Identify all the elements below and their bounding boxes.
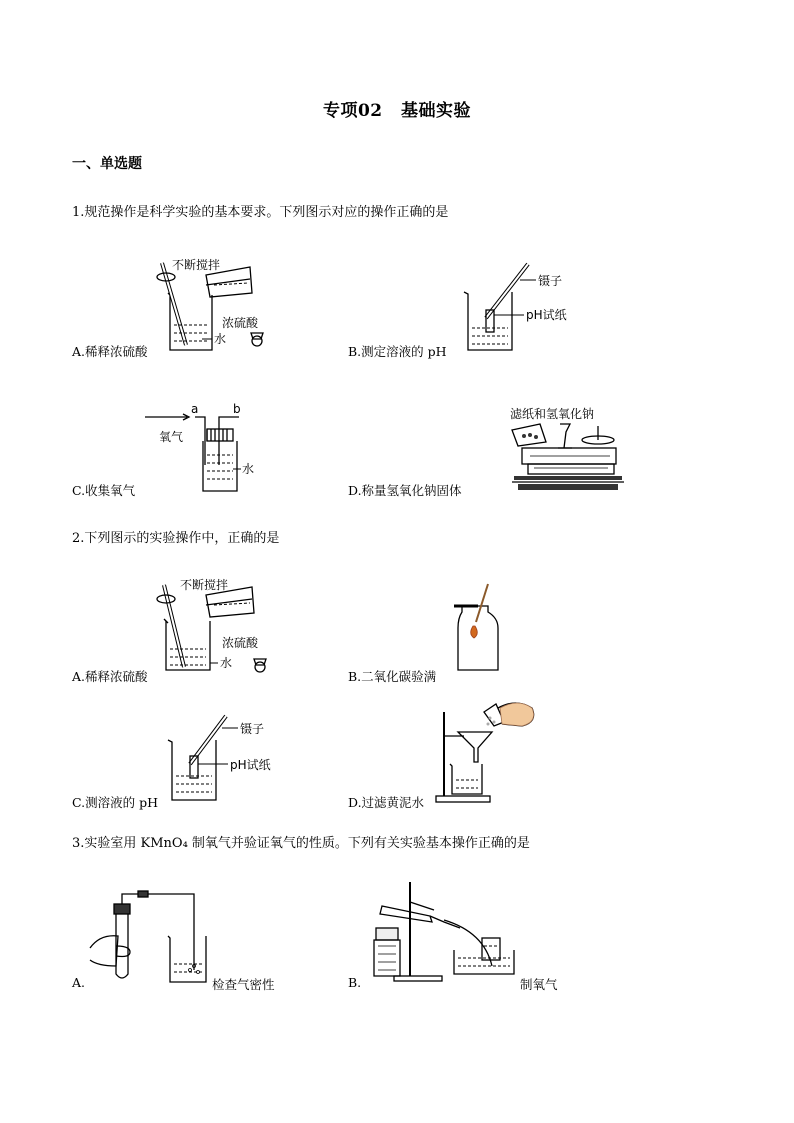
- q2-a-label-acid: 浓硫酸: [222, 636, 259, 650]
- q2-c-label-tweezers: 镊子: [240, 722, 265, 736]
- q2-a-label-stir: 不断搅拌: [180, 578, 229, 592]
- question-1-stem: 1.规范操作是科学实验的基本要求。下列图示对应的操作正确的是: [72, 205, 449, 220]
- section-heading: 一、单选题: [72, 156, 142, 172]
- q1-c-label-a: a: [191, 402, 199, 416]
- q3-a-caption: 检查气密性: [212, 977, 275, 992]
- q2-option-d[interactable]: D.过滤黄泥水: [348, 795, 425, 810]
- q2-option-a[interactable]: A.稀释浓硫酸: [72, 669, 148, 684]
- title-text: 基础实验: [401, 101, 472, 121]
- q1-d-figure: [500, 402, 630, 494]
- q3-option-b[interactable]: B.: [348, 975, 362, 990]
- q2-c-figure: [166, 712, 286, 804]
- q1-c-label-oxygen: 氧气: [159, 430, 184, 444]
- q2-a-figure: [152, 575, 282, 675]
- q1-c-label-b: b: [233, 402, 241, 416]
- q1-d-label-paper: 滤纸和氢氧化钠: [510, 407, 595, 421]
- q1-option-b[interactable]: B.测定溶液的 pH: [348, 344, 447, 359]
- q1-option-c[interactable]: C.收集氧气: [72, 483, 136, 498]
- q1-option-a[interactable]: A.稀释浓硫酸: [72, 344, 148, 359]
- q2-d-figure: [432, 700, 552, 806]
- q3-a-figure: [86, 890, 216, 990]
- q2-b-figure: [448, 582, 518, 674]
- question-3-stem: 3.实验室用 KMnO₄ 制氧气并验证氧气的性质。下列有关实验基本操作正确的是: [72, 836, 530, 851]
- page-title: [0, 96, 794, 121]
- q1-c-figure: [145, 402, 265, 497]
- q1-a-label-stir: 不断搅拌: [172, 258, 221, 272]
- q2-c-label-ph-paper: pH试纸: [230, 758, 271, 772]
- q1-option-d[interactable]: D.称量氢氧化钠固体: [348, 483, 462, 498]
- q1-c-label-water: 水: [242, 462, 255, 476]
- q1-b-figure: [458, 258, 598, 353]
- question-2-stem: 2.下列图示的实验操作中，正确的是: [72, 531, 280, 546]
- q3-b-figure: [364, 880, 520, 982]
- q3-b-caption: 制氧气: [520, 977, 558, 992]
- q2-option-b[interactable]: B.二氧化碳验满: [348, 669, 437, 684]
- q1-a-label-acid: 浓硫酸: [222, 316, 259, 330]
- q3-option-a[interactable]: A.: [72, 975, 86, 990]
- q2-a-label-water: 水: [220, 656, 233, 670]
- title-number: 专项02: [322, 101, 383, 121]
- q1-b-label-ph-paper: pH试纸: [526, 308, 567, 322]
- q1-a-figure: [150, 255, 280, 355]
- q1-b-label-tweezers: 镊子: [538, 274, 563, 288]
- q1-a-label-water: 水: [214, 332, 227, 346]
- q2-option-c[interactable]: C.测溶液的 pH: [72, 795, 158, 810]
